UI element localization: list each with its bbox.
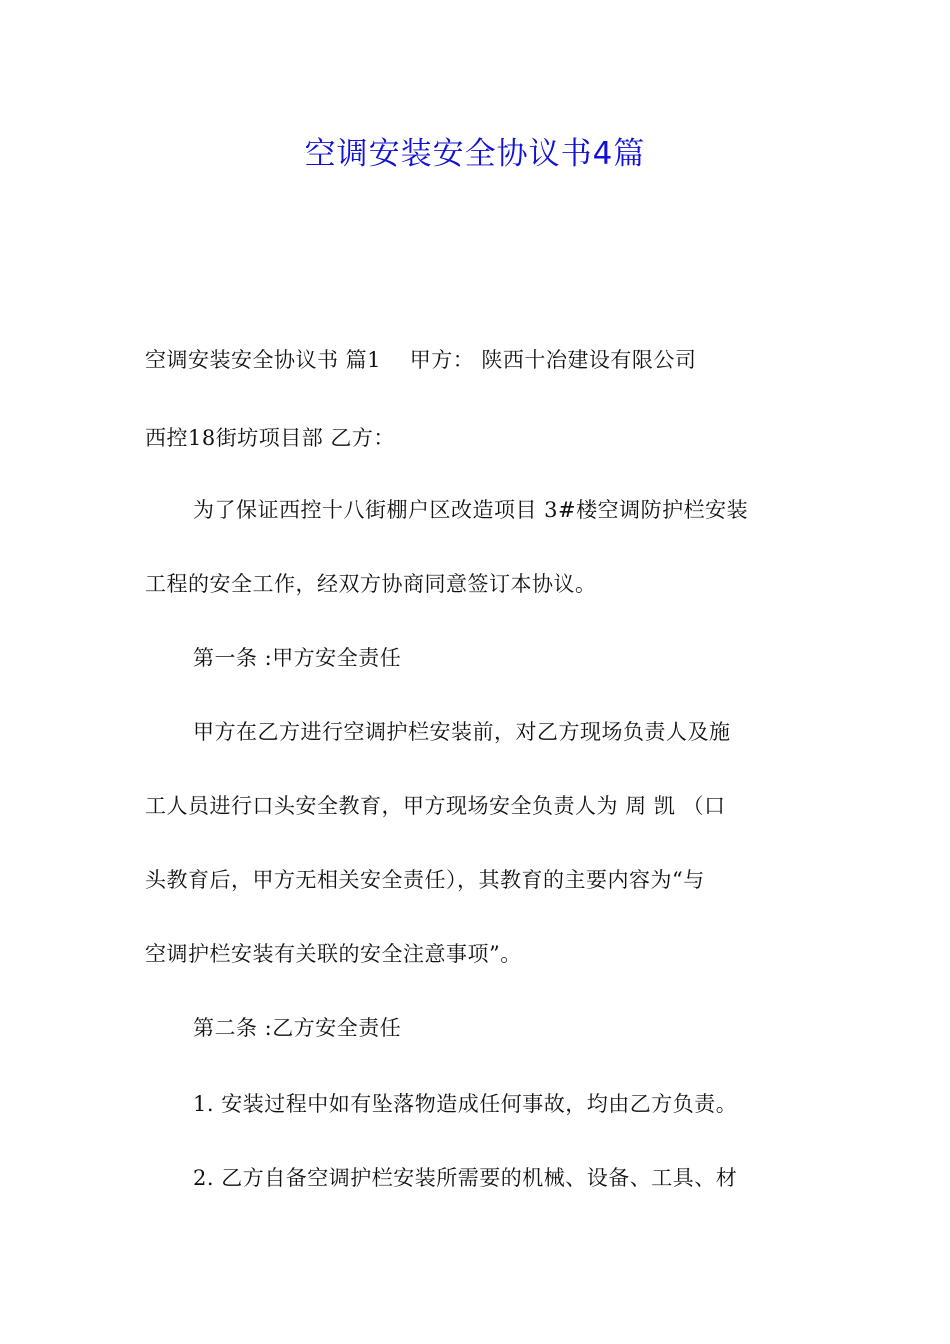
text-line: 空调护栏安装有关联的安全注意事项”。	[145, 942, 522, 966]
list-item: 1. 安装过程中如有坠落物造成任何事故，均由乙方负责。	[193, 1092, 738, 1116]
section-heading: 第一条 :甲方安全责任	[193, 646, 402, 670]
text-line: 头教育后，甲方无相关安全责任），其教育的主要内容为“与	[145, 868, 705, 892]
text-line: 西控18街坊项目部 乙方：	[145, 426, 395, 450]
text-line: 空调安装安全协议书 篇1 甲方： 陕西十冶建设有限公司	[145, 348, 697, 372]
text-line: 工人员进行口头安全教育，甲方现场安全负责人为 周 凯 （口	[145, 794, 726, 818]
text-line: 甲方在乙方进行空调护栏安装前，对乙方现场负责人及施	[193, 720, 731, 744]
section-heading: 第二条 :乙方安全责任	[193, 1016, 402, 1040]
text-line: 工程的安全工作，经双方协商同意签订本协议。	[145, 572, 597, 596]
text-line: 为了保证西控十八街棚户区改造项目 3#楼空调防护栏安装	[193, 498, 749, 522]
document-title: 空调安装安全协议书4篇	[304, 136, 646, 172]
list-item: 2. 乙方自备空调护栏安装所需要的机械、设备、工具、材	[193, 1166, 738, 1190]
